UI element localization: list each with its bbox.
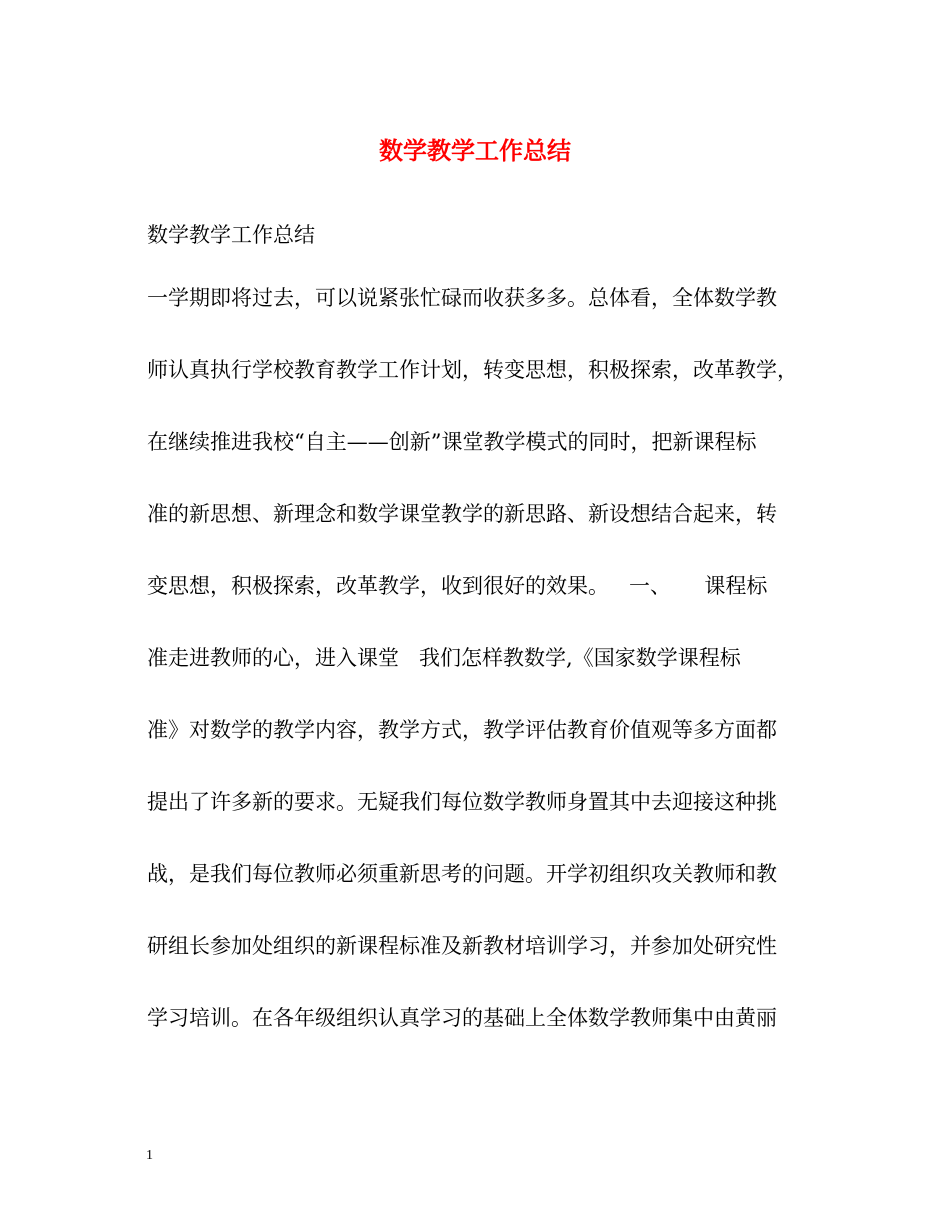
page-number: 1 — [146, 1148, 153, 1163]
body-line: 提出了许多新的要求。无疑我们每位数学教师身置其中去迎接这种挑 — [147, 790, 777, 814]
page-title: 数学教学工作总结 — [379, 136, 571, 165]
document-subtitle: 数学教学工作总结 — [147, 223, 315, 247]
body-line: 一学期即将过去，可以说紧张忙碌而收获多多。总体看，全体数学教 — [147, 286, 777, 310]
body-line: 研组长参加处组织的新课程标准及新教材培训学习，并参加处研究性 — [147, 934, 777, 958]
body-line: 战，是我们每位教师必须重新思考的问题。开学初组织攻关教师和教 — [147, 862, 777, 886]
body-line: 准》对数学的教学内容，教学方式，教学评估教育价值观等多方面都 — [147, 718, 777, 742]
body-line: 准的新思想、新理念和数学课堂教学的新思路、新设想结合起来，转 — [147, 502, 777, 526]
body-line: 变思想，积极探索，改革教学，收到很好的效果。 一、 课程标 — [147, 574, 768, 598]
body-line: 学习培训。在各年级组织认真学习的基础上全体数学教师集中由黄丽 — [147, 1006, 777, 1030]
body-line: 在继续推进我校“自主——创新”课堂教学模式的同时，把新课程标 — [147, 430, 757, 454]
body-line: 准走进教师的心，进入课堂 我们怎样教数学,《国家数学课程标 — [147, 646, 741, 670]
body-line: 师认真执行学校教育教学工作计划，转变思想，积极探索，改革教学， — [147, 358, 798, 382]
